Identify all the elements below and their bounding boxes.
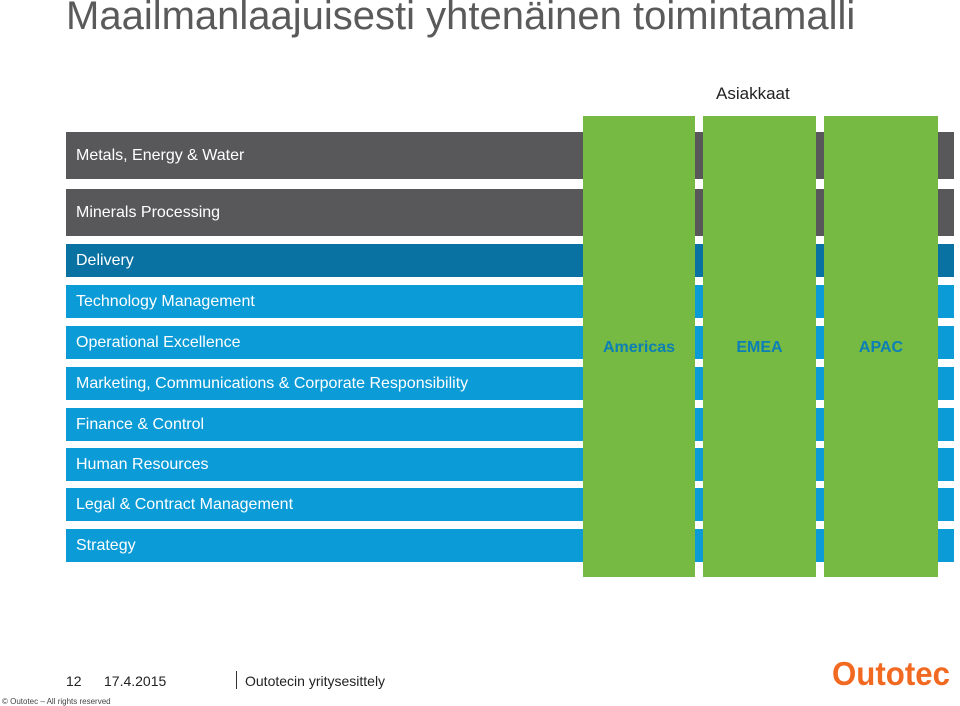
region-label-emea: EMEA [736, 339, 783, 356]
region-label-apac: APAC [858, 339, 904, 356]
footer-divider [236, 671, 237, 689]
row-label: Metals, Energy & Water [76, 146, 245, 164]
row-strategy [66, 529, 954, 562]
row-operational-excellence [66, 326, 954, 359]
region-label-americas: Americas [602, 339, 676, 356]
row-delivery [66, 244, 954, 277]
row-legal-contract-management [66, 488, 954, 521]
logo-wordmark: Outotec [832, 655, 950, 691]
row-label: Delivery [76, 251, 134, 269]
copyright-notice: © Outotec – All rights reserved [2, 697, 111, 706]
row-label: Strategy [76, 536, 136, 554]
footer-presentation-title: Outotecin yritysesittely [245, 673, 386, 689]
row-human-resources [66, 448, 954, 481]
row-metals-energy-water [66, 132, 954, 179]
row-label: Minerals Processing [76, 203, 221, 221]
page-number: 12 [66, 673, 82, 689]
customers-label: Asiakkaat [716, 84, 790, 103]
footer-date: 17.4.2015 [104, 673, 167, 689]
row-minerals-processing [66, 189, 954, 236]
row-label: Operational Excellence [76, 333, 241, 351]
slide-title: Maailmanlaajuisesti yhtenäinen toimintamalli [66, 0, 856, 38]
row-label: Marketing, Communications & Corporate Responsibility [76, 374, 469, 392]
row-label: Human Resources [76, 455, 209, 473]
row-label: Technology Management [76, 292, 255, 310]
row-technology-management [66, 285, 954, 318]
row-marketing-communications [66, 367, 954, 400]
row-label: Finance & Control [76, 415, 205, 433]
row-finance-control [66, 408, 954, 441]
outotec-logo [832, 655, 952, 691]
row-label: Legal & Contract Management [76, 495, 294, 513]
